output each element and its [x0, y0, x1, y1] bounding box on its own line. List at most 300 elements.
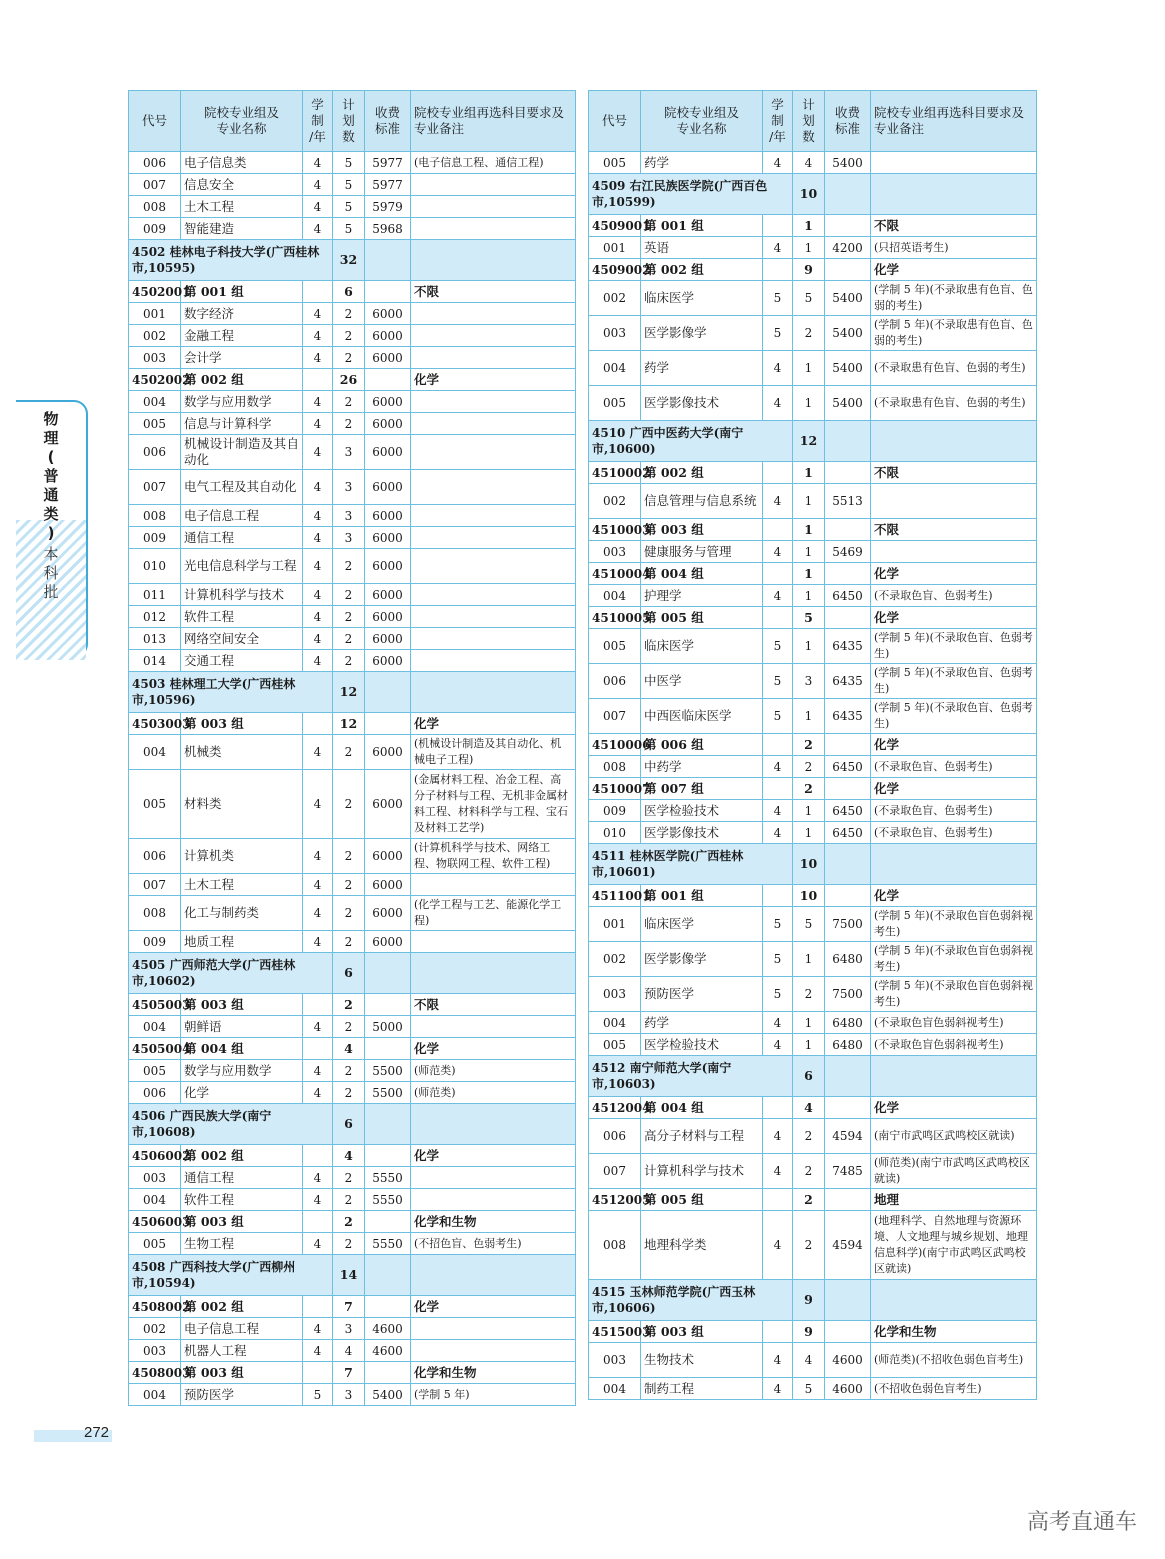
- school-note-empty: [411, 1104, 576, 1145]
- major-plan: 2: [333, 606, 365, 628]
- major-years: 4: [303, 527, 333, 549]
- major-code: 004: [129, 735, 181, 770]
- group-name: 第 003 组: [181, 994, 303, 1016]
- major-name: 计算机科学与技术: [641, 1154, 763, 1189]
- major-plan: 3: [793, 664, 825, 699]
- group-plan: 7: [333, 1362, 365, 1384]
- school-row: [129, 1104, 576, 1145]
- major-name: 计算机类: [181, 839, 303, 874]
- school-fee-empty: [365, 672, 411, 713]
- school-plan: 9: [793, 1280, 825, 1321]
- major-row: [129, 896, 576, 931]
- major-years: 4: [303, 196, 333, 218]
- major-note: (不录取色盲、色弱考生): [871, 822, 1037, 844]
- school-note-empty: [871, 1280, 1037, 1321]
- major-row: [589, 316, 1037, 351]
- major-name: 光电信息科学与工程: [181, 549, 303, 584]
- group-requirement: 化学: [411, 1296, 576, 1318]
- major-fee: 5400: [825, 152, 871, 174]
- school-name: 4505 广西师范大学(广西桂林市,10602): [129, 953, 333, 994]
- admission-table-left: [128, 90, 576, 1406]
- major-plan: 1: [793, 699, 825, 734]
- major-name: 英语: [641, 237, 763, 259]
- group-years-empty: [763, 215, 793, 237]
- major-row: [589, 1378, 1037, 1400]
- major-plan: 2: [333, 1167, 365, 1189]
- major-years: 4: [303, 218, 333, 240]
- group-plan: 10: [793, 885, 825, 907]
- major-name: 化学: [181, 1082, 303, 1104]
- major-name: 制药工程: [641, 1378, 763, 1400]
- major-code: 009: [129, 218, 181, 240]
- major-row: [589, 237, 1037, 259]
- major-code: 005: [589, 152, 641, 174]
- school-fee-empty: [825, 1280, 871, 1321]
- major-plan: 5: [793, 1378, 825, 1400]
- major-name: 信息安全: [181, 174, 303, 196]
- major-note: (师范类): [411, 1060, 576, 1082]
- major-code: 007: [129, 174, 181, 196]
- group-plan: 2: [333, 1211, 365, 1233]
- major-plan: 4: [333, 1340, 365, 1362]
- group-requirement: 不限: [411, 994, 576, 1016]
- group-requirement: 地理: [871, 1189, 1037, 1211]
- major-years: 5: [303, 1384, 333, 1406]
- major-plan: 2: [333, 391, 365, 413]
- group-years-empty: [303, 1296, 333, 1318]
- header-code: 代号: [589, 91, 641, 152]
- major-code: 002: [589, 484, 641, 519]
- major-row: [129, 325, 576, 347]
- major-note: [411, 549, 576, 584]
- major-fee: 6435: [825, 629, 871, 664]
- major-fee: 5550: [365, 1233, 411, 1255]
- major-name: 电子信息工程: [181, 1318, 303, 1340]
- major-fee: 6000: [365, 584, 411, 606]
- major-fee: 6000: [365, 435, 411, 470]
- group-years-empty: [303, 281, 333, 303]
- major-row: [129, 1016, 576, 1038]
- group-code: 4502001: [129, 281, 181, 303]
- major-fee: 6000: [365, 931, 411, 953]
- major-name: 预防医学: [181, 1384, 303, 1406]
- school-fee-empty: [825, 844, 871, 885]
- major-plan: 2: [333, 413, 365, 435]
- major-fee: 6000: [365, 770, 411, 839]
- major-name: 护理学: [641, 585, 763, 607]
- major-code: 003: [129, 347, 181, 369]
- major-note: [411, 1318, 576, 1340]
- group-fee-empty: [825, 563, 871, 585]
- group-fee-empty: [365, 1211, 411, 1233]
- major-row: [589, 756, 1037, 778]
- major-code: 005: [589, 629, 641, 664]
- major-code: 014: [129, 650, 181, 672]
- major-years: 4: [303, 549, 333, 584]
- major-note: [411, 527, 576, 549]
- school-plan: 12: [793, 421, 825, 462]
- section-side-tab: [16, 400, 88, 658]
- major-years: 4: [303, 839, 333, 874]
- major-years: 4: [763, 1154, 793, 1189]
- group-code: 4503003: [129, 713, 181, 735]
- major-name: 信息与计算科学: [181, 413, 303, 435]
- page-number: 272: [84, 1424, 110, 1441]
- group-name: 第 005 组: [641, 607, 763, 629]
- group-fee-empty: [365, 1296, 411, 1318]
- major-row: [589, 541, 1037, 563]
- major-row: [589, 664, 1037, 699]
- major-code: 004: [589, 585, 641, 607]
- major-note: (学制 5 年): [411, 1384, 576, 1406]
- major-note: (学制 5 年)(不录取色盲色弱斜视考生): [871, 977, 1037, 1012]
- major-years: 5: [763, 664, 793, 699]
- major-code: 010: [129, 549, 181, 584]
- major-name: 药学: [641, 1012, 763, 1034]
- group-name: 第 005 组: [641, 1189, 763, 1211]
- group-plan: 7: [333, 1296, 365, 1318]
- major-note: [411, 435, 576, 470]
- major-years: 4: [303, 413, 333, 435]
- major-code: 005: [129, 1060, 181, 1082]
- major-plan: 5: [333, 152, 365, 174]
- major-row: [589, 484, 1037, 519]
- right-column: [588, 90, 1037, 1400]
- group-code: 4508003: [129, 1362, 181, 1384]
- major-years: 5: [763, 907, 793, 942]
- major-row: [129, 1167, 576, 1189]
- group-years-empty: [763, 1189, 793, 1211]
- major-fee: 5400: [825, 281, 871, 316]
- major-name: 软件工程: [181, 606, 303, 628]
- group-years-empty: [303, 713, 333, 735]
- group-plan: 26: [333, 369, 365, 391]
- school-note-empty: [411, 953, 576, 994]
- major-row: [129, 152, 576, 174]
- group-requirement: 不限: [411, 281, 576, 303]
- major-name: 预防医学: [641, 977, 763, 1012]
- group-row: [589, 734, 1037, 756]
- major-name: 土木工程: [181, 196, 303, 218]
- major-fee: 6000: [365, 549, 411, 584]
- major-row: [129, 650, 576, 672]
- side-tab-char: 理: [43, 429, 59, 447]
- side-tab-char: 普: [43, 467, 59, 485]
- major-fee: 5977: [365, 152, 411, 174]
- major-note: (学制 5 年)(不录取患有色盲、色弱的考生): [871, 316, 1037, 351]
- major-name: 临床医学: [641, 629, 763, 664]
- school-row: [589, 844, 1037, 885]
- group-row: [589, 607, 1037, 629]
- major-note: (不录取色盲、色弱考生): [871, 800, 1037, 822]
- major-fee: 6450: [825, 800, 871, 822]
- major-note: [411, 1189, 576, 1211]
- group-name: 第 003 组: [181, 1362, 303, 1384]
- major-note: (不录取色盲色弱斜视考生): [871, 1034, 1037, 1056]
- major-fee: 4600: [365, 1318, 411, 1340]
- major-code: 006: [129, 152, 181, 174]
- major-row: [129, 1340, 576, 1362]
- major-note: (不录取色盲色弱斜视考生): [871, 1012, 1037, 1034]
- group-row: [589, 778, 1037, 800]
- major-years: 4: [303, 650, 333, 672]
- major-fee: 6000: [365, 527, 411, 549]
- major-note: (学制 5 年)(不录取色盲、色弱考生): [871, 664, 1037, 699]
- group-code: 4510002: [589, 462, 641, 484]
- school-note-empty: [411, 240, 576, 281]
- admission-table-right: [588, 90, 1037, 1400]
- side-tab-char: 批: [43, 583, 59, 601]
- major-name: 临床医学: [641, 907, 763, 942]
- major-years: 4: [303, 770, 333, 839]
- major-code: 006: [589, 664, 641, 699]
- major-code: 006: [589, 1119, 641, 1154]
- group-name: 第 004 组: [641, 563, 763, 585]
- school-name: 4506 广西民族大学(南宁市,10608): [129, 1104, 333, 1145]
- group-code: 4508002: [129, 1296, 181, 1318]
- school-note-empty: [871, 421, 1037, 462]
- major-code: 003: [589, 541, 641, 563]
- header-years: 学 制 /年: [763, 91, 793, 152]
- major-note: (不招收色弱色盲考生): [871, 1378, 1037, 1400]
- major-plan: 2: [333, 549, 365, 584]
- group-years-empty: [763, 259, 793, 281]
- major-note: (不录取色盲、色弱考生): [871, 585, 1037, 607]
- major-row: [129, 931, 576, 953]
- major-plan: 5: [333, 196, 365, 218]
- major-row: [129, 735, 576, 770]
- major-plan: 2: [793, 316, 825, 351]
- group-name: 第 004 组: [641, 1097, 763, 1119]
- major-fee: 6000: [365, 505, 411, 527]
- school-note-empty: [871, 1056, 1037, 1097]
- group-code: 4510005: [589, 607, 641, 629]
- group-plan: 9: [793, 259, 825, 281]
- major-name: 交通工程: [181, 650, 303, 672]
- major-years: 4: [763, 1012, 793, 1034]
- group-code: 4510004: [589, 563, 641, 585]
- table-body-right: [589, 152, 1037, 1400]
- major-code: 004: [589, 351, 641, 386]
- major-years: 5: [763, 316, 793, 351]
- major-note: [411, 650, 576, 672]
- group-plan: 1: [793, 215, 825, 237]
- major-name: 数学与应用数学: [181, 391, 303, 413]
- group-years-empty: [763, 734, 793, 756]
- group-fee-empty: [365, 281, 411, 303]
- major-name: 电气工程及其自动化: [181, 470, 303, 505]
- major-code: 005: [589, 386, 641, 421]
- group-requirement: 化学: [871, 778, 1037, 800]
- group-years-empty: [763, 462, 793, 484]
- group-fee-empty: [365, 713, 411, 735]
- major-note: (化学工程与工艺、能源化学工程): [411, 896, 576, 931]
- major-code: 006: [129, 435, 181, 470]
- table-body-left: [129, 152, 576, 1406]
- school-row: [129, 1255, 576, 1296]
- major-row: [129, 549, 576, 584]
- school-note-empty: [871, 174, 1037, 215]
- group-fee-empty: [365, 1145, 411, 1167]
- group-code: 4505003: [129, 994, 181, 1016]
- major-years: 4: [763, 585, 793, 607]
- group-requirement: 不限: [871, 215, 1037, 237]
- school-plan: 6: [333, 1104, 365, 1145]
- major-note: (不录取患有色盲、色弱的考生): [871, 351, 1037, 386]
- major-code: 002: [589, 942, 641, 977]
- school-name: 4502 桂林电子科技大学(广西桂林市,10595): [129, 240, 333, 281]
- major-name: 生物工程: [181, 1233, 303, 1255]
- group-code: 4515003: [589, 1321, 641, 1343]
- major-years: 4: [763, 1034, 793, 1056]
- major-fee: 6000: [365, 735, 411, 770]
- group-years-empty: [303, 1145, 333, 1167]
- major-row: [129, 174, 576, 196]
- major-fee: 5513: [825, 484, 871, 519]
- major-fee: 6480: [825, 1034, 871, 1056]
- school-row: [129, 953, 576, 994]
- major-row: [129, 413, 576, 435]
- major-code: 007: [129, 874, 181, 896]
- major-plan: 2: [793, 756, 825, 778]
- major-fee: 5400: [825, 351, 871, 386]
- major-note: [411, 196, 576, 218]
- header-requirement: 院校专业组再选科目要求及 专业备注: [871, 91, 1037, 152]
- side-tab-char: 物: [43, 410, 59, 428]
- major-name: 机械设计制造及其自动化: [181, 435, 303, 470]
- group-row: [589, 885, 1037, 907]
- school-row: [129, 240, 576, 281]
- group-years-empty: [763, 563, 793, 585]
- major-plan: 3: [333, 435, 365, 470]
- school-fee-empty: [825, 421, 871, 462]
- major-name: 土木工程: [181, 874, 303, 896]
- major-code: 003: [589, 977, 641, 1012]
- group-requirement: 化学: [871, 607, 1037, 629]
- major-plan: 2: [333, 303, 365, 325]
- major-row: [589, 1343, 1037, 1378]
- major-fee: 6000: [365, 606, 411, 628]
- major-fee: 4594: [825, 1211, 871, 1280]
- major-plan: 2: [333, 735, 365, 770]
- major-years: 4: [303, 1233, 333, 1255]
- school-plan: 14: [333, 1255, 365, 1296]
- major-row: [589, 152, 1037, 174]
- major-years: 4: [763, 800, 793, 822]
- major-code: 006: [129, 839, 181, 874]
- major-note: (学制 5 年)(不录取患有色盲、色弱的考生): [871, 281, 1037, 316]
- group-fee-empty: [825, 734, 871, 756]
- major-years: 4: [303, 174, 333, 196]
- major-fee: 5400: [825, 386, 871, 421]
- major-name: 信息管理与信息系统: [641, 484, 763, 519]
- group-years-empty: [763, 1321, 793, 1343]
- group-code: 4509002: [589, 259, 641, 281]
- major-code: 009: [129, 527, 181, 549]
- watermark-text: 高考直通车: [1026, 1510, 1137, 1535]
- group-years-empty: [303, 1211, 333, 1233]
- major-name: 材料类: [181, 770, 303, 839]
- major-plan: 2: [333, 1016, 365, 1038]
- major-note: [871, 484, 1037, 519]
- group-plan: 9: [793, 1321, 825, 1343]
- major-note: (师范类)(不招收色弱色盲考生): [871, 1343, 1037, 1378]
- major-plan: 2: [333, 1233, 365, 1255]
- major-code: 001: [589, 237, 641, 259]
- major-name: 会计学: [181, 347, 303, 369]
- major-fee: 5400: [365, 1384, 411, 1406]
- group-fee-empty: [825, 778, 871, 800]
- header-fee: 收费 标准: [825, 91, 871, 152]
- major-years: 4: [303, 1189, 333, 1211]
- group-row: [129, 713, 576, 735]
- major-row: [129, 435, 576, 470]
- major-row: [589, 977, 1037, 1012]
- major-note: [411, 218, 576, 240]
- major-fee: 6480: [825, 942, 871, 977]
- group-years-empty: [303, 994, 333, 1016]
- group-years-empty: [763, 885, 793, 907]
- group-code: 4512004: [589, 1097, 641, 1119]
- major-name: 医学检验技术: [641, 800, 763, 822]
- major-years: 5: [763, 699, 793, 734]
- major-code: 008: [129, 505, 181, 527]
- table-header-row: [589, 91, 1037, 152]
- major-name: 医学影像技术: [641, 386, 763, 421]
- group-row: [589, 215, 1037, 237]
- major-code: 006: [129, 1082, 181, 1104]
- major-years: 4: [303, 505, 333, 527]
- major-row: [129, 839, 576, 874]
- school-name: 4509 右江民族医学院(广西百色市,10599): [589, 174, 793, 215]
- major-note: (地理科学、自然地理与资源环境、人文地理与城乡规划、地理信息科学)(南宁市武鸣区武鸣校区就读): [871, 1211, 1037, 1280]
- major-note: (只招英语考生): [871, 237, 1037, 259]
- major-plan: 2: [333, 1189, 365, 1211]
- major-plan: 2: [333, 1060, 365, 1082]
- major-note: (机械设计制造及其自动化、机械电子工程): [411, 735, 576, 770]
- school-row: [589, 174, 1037, 215]
- major-code: 005: [589, 1034, 641, 1056]
- left-column: [128, 90, 576, 1406]
- major-plan: 1: [793, 1012, 825, 1034]
- major-note: [411, 584, 576, 606]
- major-plan: 2: [333, 325, 365, 347]
- major-plan: 5: [793, 907, 825, 942]
- major-name: 数字经济: [181, 303, 303, 325]
- school-fee-empty: [365, 1104, 411, 1145]
- major-note: (师范类): [411, 1082, 576, 1104]
- group-fee-empty: [825, 462, 871, 484]
- major-code: 005: [129, 770, 181, 839]
- major-row: [129, 527, 576, 549]
- major-plan: 2: [333, 347, 365, 369]
- group-requirement: 化学: [871, 259, 1037, 281]
- major-fee: 5500: [365, 1082, 411, 1104]
- major-plan: 2: [333, 931, 365, 953]
- group-code: 4506003: [129, 1211, 181, 1233]
- major-code: 002: [129, 1318, 181, 1340]
- major-row: [129, 470, 576, 505]
- group-years-empty: [763, 778, 793, 800]
- major-name: 健康服务与管理: [641, 541, 763, 563]
- group-row: [589, 462, 1037, 484]
- major-row: [589, 1154, 1037, 1189]
- major-years: 4: [303, 1060, 333, 1082]
- major-years: 4: [303, 347, 333, 369]
- major-row: [589, 629, 1037, 664]
- major-note: [411, 628, 576, 650]
- group-code: 4510007: [589, 778, 641, 800]
